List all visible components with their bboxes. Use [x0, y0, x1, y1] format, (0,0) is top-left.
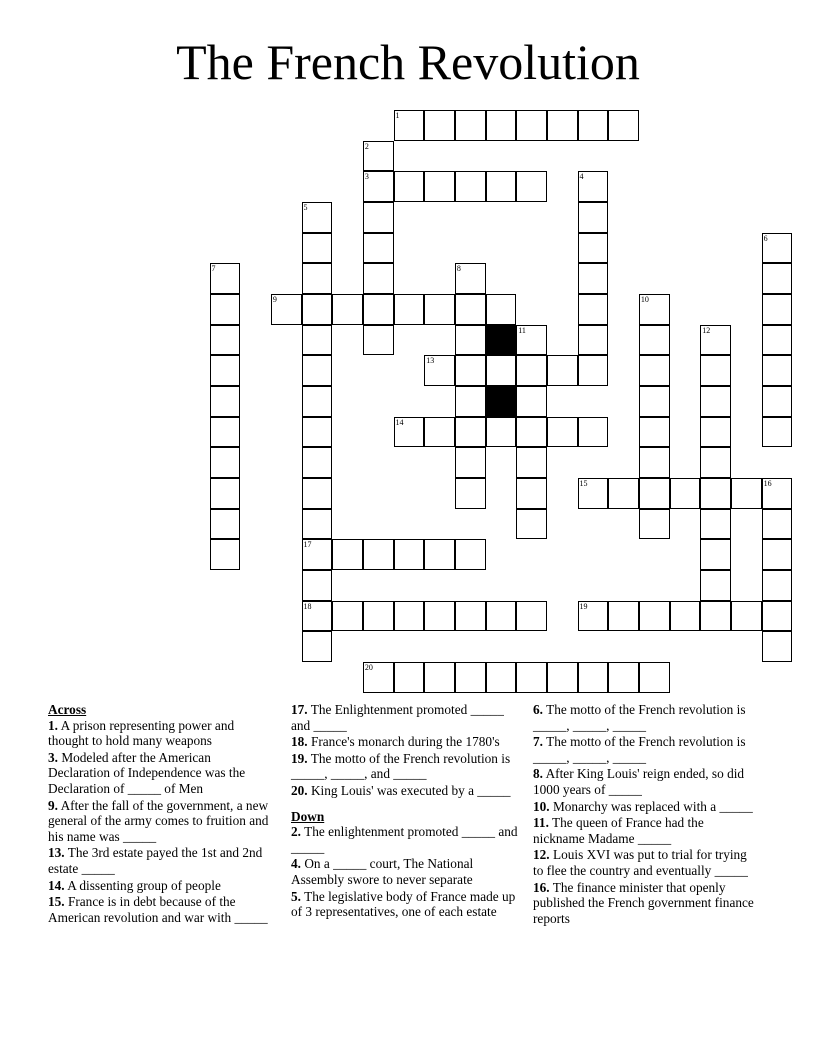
grid-cell[interactable]: [424, 110, 455, 141]
clue-down-7: 7. The motto of the French revolution is _____, _____, _____: [533, 734, 746, 765]
grid-cell[interactable]: [302, 355, 333, 386]
grid-cell[interactable]: [424, 294, 455, 325]
grid-cell[interactable]: [547, 417, 578, 448]
grid-cell[interactable]: [486, 171, 517, 202]
grid-cell[interactable]: [762, 478, 793, 509]
grid-cell[interactable]: [762, 601, 793, 632]
grid-cell[interactable]: [302, 294, 333, 325]
grid-cell[interactable]: [670, 478, 701, 509]
grid-cell[interactable]: [700, 447, 731, 478]
grid-cell[interactable]: [762, 631, 793, 662]
grid-cell[interactable]: [424, 601, 455, 632]
grid-cell[interactable]: [639, 325, 670, 356]
grid-cell[interactable]: [332, 539, 363, 570]
grid-cell[interactable]: [210, 386, 241, 417]
clue-across-19: 19. The motto of the French revolution is _____, _____, and _____: [291, 750, 511, 782]
grid-cell[interactable]: [455, 417, 486, 448]
grid-cell[interactable]: [302, 570, 333, 601]
down-heading: Down: [291, 808, 325, 824]
grid-cell[interactable]: [210, 509, 241, 540]
grid-cell[interactable]: [363, 325, 394, 356]
grid-cell[interactable]: [210, 263, 241, 294]
grid-cell[interactable]: [578, 171, 609, 202]
grid-cell[interactable]: [516, 447, 547, 478]
grid-cell[interactable]: [302, 417, 333, 448]
clue-number: 13: [426, 356, 435, 366]
clue-across-3: 3. Modeled after the American Declaration of Independence was the Declaration of _____ of Men: [48, 749, 246, 796]
grid-cell[interactable]: [700, 355, 731, 386]
clue-number: 1: [395, 111, 400, 120]
grid-cell[interactable]: [762, 417, 793, 448]
grid-cell[interactable]: [455, 478, 486, 509]
grid-cell[interactable]: [762, 386, 793, 417]
grid-cell[interactable]: [455, 355, 486, 386]
grid-cell[interactable]: [210, 417, 241, 448]
grid-cell[interactable]: [363, 294, 394, 325]
grid-cell[interactable]: [210, 447, 241, 478]
grid-cell[interactable]: [302, 263, 333, 294]
grid-cell[interactable]: [639, 509, 670, 540]
grid-cell[interactable]: [516, 386, 547, 417]
grid-cell[interactable]: [516, 601, 547, 632]
clue-down-11: 11. The queen of France had the nickname Madame _____: [533, 815, 704, 846]
grid-cell[interactable]: [547, 662, 578, 693]
grid-cell[interactable]: [700, 417, 731, 448]
clue-down-10: 10. Monarchy was replaced with a _____: [533, 798, 753, 814]
grid-cell[interactable]: [516, 171, 547, 202]
grid-cell[interactable]: [731, 601, 762, 632]
clue-down-12: 12. Louis XVI was put to trial for trying to flee the country and eventually _____: [533, 847, 748, 878]
grid-cell[interactable]: [363, 202, 394, 233]
grid-cell[interactable]: [424, 171, 455, 202]
across-heading: Across: [48, 702, 87, 717]
clue-across-13: 13. The 3rd estate payed the 1st and 2nd estate _____: [48, 845, 263, 876]
clue-down-6: 6. The motto of the French revolution is _____, _____, _____: [533, 702, 746, 733]
grid-cell[interactable]: [639, 294, 670, 325]
grid-cell[interactable]: [762, 233, 793, 264]
clue-across-20: 20. King Louis' was executed by a _____: [291, 782, 511, 798]
grid-cell[interactable]: [700, 478, 731, 509]
grid-cell[interactable]: [762, 263, 793, 294]
grid-cell[interactable]: [700, 509, 731, 540]
grid-cell[interactable]: [302, 447, 333, 478]
grid-cell[interactable]: [516, 417, 547, 448]
grid-cell[interactable]: [578, 355, 609, 386]
grid-cell[interactable]: [210, 478, 241, 509]
grid-cell[interactable]: [455, 263, 486, 294]
clue-across-14: 14. A dissenting group of people: [48, 877, 221, 893]
clue-column-3: [533, 702, 758, 927]
grid-cell[interactable]: [424, 539, 455, 570]
grid-cell[interactable]: [608, 601, 639, 632]
grid-cell[interactable]: [302, 509, 333, 540]
clue-number: 3: [364, 172, 369, 182]
grid-cell[interactable]: [302, 386, 333, 417]
grid-cell[interactable]: [639, 386, 670, 417]
grid-cell[interactable]: [302, 202, 333, 233]
grid-cell[interactable]: [394, 110, 425, 141]
grid-cell[interactable]: [363, 601, 394, 632]
clue-number: 16: [763, 479, 772, 489]
clue-number: 8: [456, 264, 461, 274]
grid-cell[interactable]: [486, 417, 517, 448]
grid-cell[interactable]: [608, 110, 639, 141]
clue-number: 12: [702, 325, 711, 335]
clue-number: 10: [640, 295, 649, 305]
grid-cell[interactable]: [455, 325, 486, 356]
grid-cell[interactable]: [486, 294, 517, 325]
grid-cell[interactable]: [639, 417, 670, 448]
grid-cell[interactable]: [578, 294, 609, 325]
grid-cell[interactable]: [394, 539, 425, 570]
clue-down-5: 5. The legislative body of France made up of 3 representatives, one of each estate: [291, 888, 516, 920]
grid-cell[interactable]: [700, 325, 731, 356]
grid-cell[interactable]: [455, 662, 486, 693]
grid-cell[interactable]: [639, 662, 670, 693]
grid-cell[interactable]: [455, 386, 486, 417]
grid-cell[interactable]: [731, 478, 762, 509]
grid-cell[interactable]: [578, 417, 609, 448]
grid-cell[interactable]: [516, 478, 547, 509]
grid-cell[interactable]: [210, 355, 241, 386]
grid-cell[interactable]: [455, 601, 486, 632]
grid-cell[interactable]: [762, 509, 793, 540]
grid-cell[interactable]: [455, 447, 486, 478]
grid-cell[interactable]: [302, 601, 333, 632]
grid-cell[interactable]: [578, 325, 609, 356]
grid-cell[interactable]: [302, 325, 333, 356]
grid-cell[interactable]: [578, 202, 609, 233]
grid-cell[interactable]: [363, 171, 394, 202]
black-square: [486, 386, 517, 417]
clue-number: 14: [395, 417, 404, 427]
grid-cell[interactable]: [700, 386, 731, 417]
grid-cell[interactable]: [302, 233, 333, 264]
grid-cell[interactable]: [394, 417, 425, 448]
clue-down-2: 2. The enlightenment promoted _____ and _____: [291, 824, 518, 855]
grid-cell[interactable]: [700, 539, 731, 570]
grid-cell[interactable]: [394, 294, 425, 325]
grid-cell[interactable]: [455, 110, 486, 141]
grid-cell[interactable]: [700, 570, 731, 601]
grid-cell[interactable]: [302, 539, 333, 570]
clue-number: 2: [364, 141, 369, 151]
grid-cell[interactable]: [639, 355, 670, 386]
grid-cell[interactable]: [363, 263, 394, 294]
clue-down-4: 4. On a _____ court, The National Assembly swore to never separate: [291, 856, 474, 887]
grid-cell[interactable]: [486, 662, 517, 693]
clue-number: 15: [579, 479, 588, 489]
grid-cell[interactable]: [394, 662, 425, 693]
grid-cell[interactable]: [516, 662, 547, 693]
grid-cell[interactable]: [363, 662, 394, 693]
grid-cell[interactable]: [578, 478, 609, 509]
grid-cell[interactable]: [578, 263, 609, 294]
grid-cell[interactable]: [424, 417, 455, 448]
clue-column-2: [291, 702, 523, 921]
clue-down-16: 16. The finance minister that openly published the French government finance reports: [533, 879, 754, 926]
grid-cell[interactable]: [516, 110, 547, 141]
grid-cell[interactable]: [455, 294, 486, 325]
grid-cell[interactable]: [332, 294, 363, 325]
clue-across-15: 15. France is in debt because of the American revolution and war with _____: [48, 894, 268, 925]
grid-cell[interactable]: [639, 478, 670, 509]
grid-cell[interactable]: [332, 601, 363, 632]
grid-cell[interactable]: [762, 294, 793, 325]
grid-cell[interactable]: [762, 355, 793, 386]
clue-across-1: 1. A prison representing power and thought to hold many weapons: [48, 717, 235, 749]
clue-number: 5: [303, 203, 308, 212]
grid-cell[interactable]: [486, 355, 517, 386]
clue-number: 6: [763, 233, 768, 243]
grid-cell[interactable]: [486, 110, 517, 141]
clue-number: 4: [579, 172, 584, 182]
grid-cell[interactable]: [486, 601, 517, 632]
grid-cell[interactable]: [700, 601, 731, 632]
grid-cell[interactable]: [210, 294, 241, 325]
grid-cell[interactable]: [455, 539, 486, 570]
grid-cell[interactable]: [578, 110, 609, 141]
clue-number: 11: [518, 325, 526, 335]
grid-cell[interactable]: [578, 601, 609, 632]
grid-cell[interactable]: [302, 631, 333, 662]
grid-cell[interactable]: [608, 662, 639, 693]
black-square: [486, 325, 517, 356]
grid-cell[interactable]: [547, 355, 578, 386]
clue-number: 17: [303, 540, 312, 550]
puzzle-title: The French Revolution: [176, 34, 640, 90]
grid-cell[interactable]: [762, 570, 793, 601]
clue-number: 20: [364, 663, 373, 673]
grid-cell[interactable]: [210, 325, 241, 356]
grid-cell[interactable]: [639, 601, 670, 632]
clue-number: 18: [303, 601, 312, 611]
grid-cell[interactable]: [271, 294, 302, 325]
grid-cell[interactable]: [455, 171, 486, 202]
grid-cell[interactable]: [516, 355, 547, 386]
grid-cell[interactable]: [302, 478, 333, 509]
clue-across-17: 17. The Enlightenment promoted _____ and _____: [291, 702, 504, 733]
grid-cell[interactable]: [670, 601, 701, 632]
grid-cell[interactable]: [516, 509, 547, 540]
grid-cell[interactable]: [516, 325, 547, 356]
grid-cell[interactable]: [547, 110, 578, 141]
grid-cell[interactable]: [394, 171, 425, 202]
clue-number: 19: [579, 601, 588, 611]
clue-across-18: 18. France's monarch during the 1780's: [291, 734, 500, 750]
grid-cell[interactable]: [762, 325, 793, 356]
clue-number: 9: [272, 295, 277, 305]
grid-cell[interactable]: [210, 539, 241, 570]
grid-cell[interactable]: [608, 478, 639, 509]
grid-cell[interactable]: [424, 662, 455, 693]
clue-down-8: 8. After King Louis' reign ended, so did 1000 years of _____: [533, 766, 745, 797]
grid-cell[interactable]: [363, 141, 394, 172]
grid-cell[interactable]: [578, 662, 609, 693]
grid-cell[interactable]: [639, 447, 670, 478]
clue-column-1: [48, 702, 276, 926]
grid-cell[interactable]: [363, 233, 394, 264]
clue-across-9: 9. After the fall of the government, a new general of the army comes to fruition and his name was _____: [48, 797, 269, 844]
grid-cell[interactable]: [363, 539, 394, 570]
grid-cell[interactable]: [394, 601, 425, 632]
grid-cell[interactable]: [424, 355, 455, 386]
grid-cell[interactable]: [762, 539, 793, 570]
clue-number: 7: [211, 264, 216, 274]
grid-cell[interactable]: [578, 233, 609, 264]
